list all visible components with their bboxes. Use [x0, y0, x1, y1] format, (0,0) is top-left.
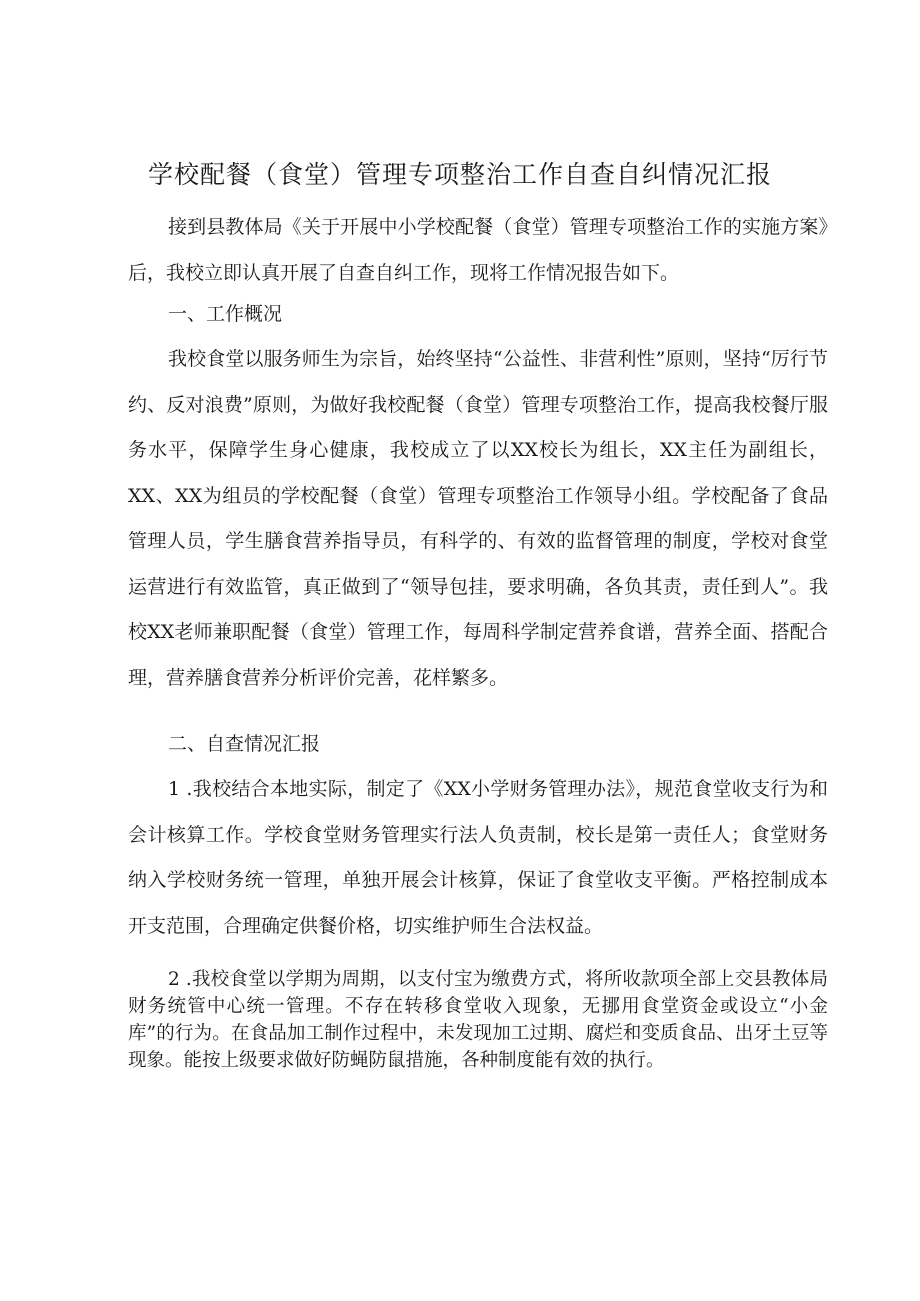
self-check-item-2: 2 .我校食堂以学期为周期，以支付宝为缴费方式，将所收款项全部上交县教体局财务统管中心统一管理。不存在转移食堂收入现象，无挪用食堂资金或设立“小金库”的行为。在食品加工制作过程中，未发现加工过期、腐烂和变质食品、出牙土豆等现象。能按上级要求做好防蝇防鼠措施，各种制度能有效的执行。 [128, 969, 828, 1071]
overview-paragraph: 我校食堂以服务师生为宗旨，始终坚持“公益性、非营利性”原则，坚持“厉行节约、反对浪费”原则，为做好我校配餐（食堂）管理专项整治工作，提高我校餐厅服务水平，保障学生身心健康，我校成立了以XX校长为组长，XX主任为副组长，XX、XX为组员的学校配餐（食堂）管理专项整治工作领导小组。学校配备了食品管理人员，学生膳食营养指导员，有科学的、有效的监督管理的制度，学校对食堂运营进行有效监管，真正做到了“领导包挂，要求明确，各负其责，责任到人”。我校XX老师兼职配餐（食堂）管理工作，每周科学制定营养食谱，营养全面、搭配合理，营养膳食营养分析评价完善，花样繁多。 [128, 348, 828, 689]
section-heading-self-check: 二、自查情况汇报 [168, 733, 321, 755]
self-check-item-1: 1 .我校结合本地实际，制定了《XX小学财务管理办法》，规范食堂收支行为和会计核算工作。学校食堂财务管理实行法人负责制，校长是第一责任人；食堂财务纳入学校财务统一管理，单独开展会计核算，保证了食堂收支平衡。严格控制成本开支范围，合理确定供餐价格，切实维护师生合法权益。 [128, 778, 828, 937]
intro-paragraph: 接到县教体局《关于开展中小学校配餐（食堂）管理专项整治工作的实施方案》后，我校立即认真开展了自查自纠工作，现将工作情况报告如下。 [128, 216, 828, 284]
document-title: 学校配餐（食堂）管理专项整治工作自查自纠情况汇报 [147, 160, 772, 189]
section-heading-overview: 一、工作概况 [168, 303, 283, 325]
